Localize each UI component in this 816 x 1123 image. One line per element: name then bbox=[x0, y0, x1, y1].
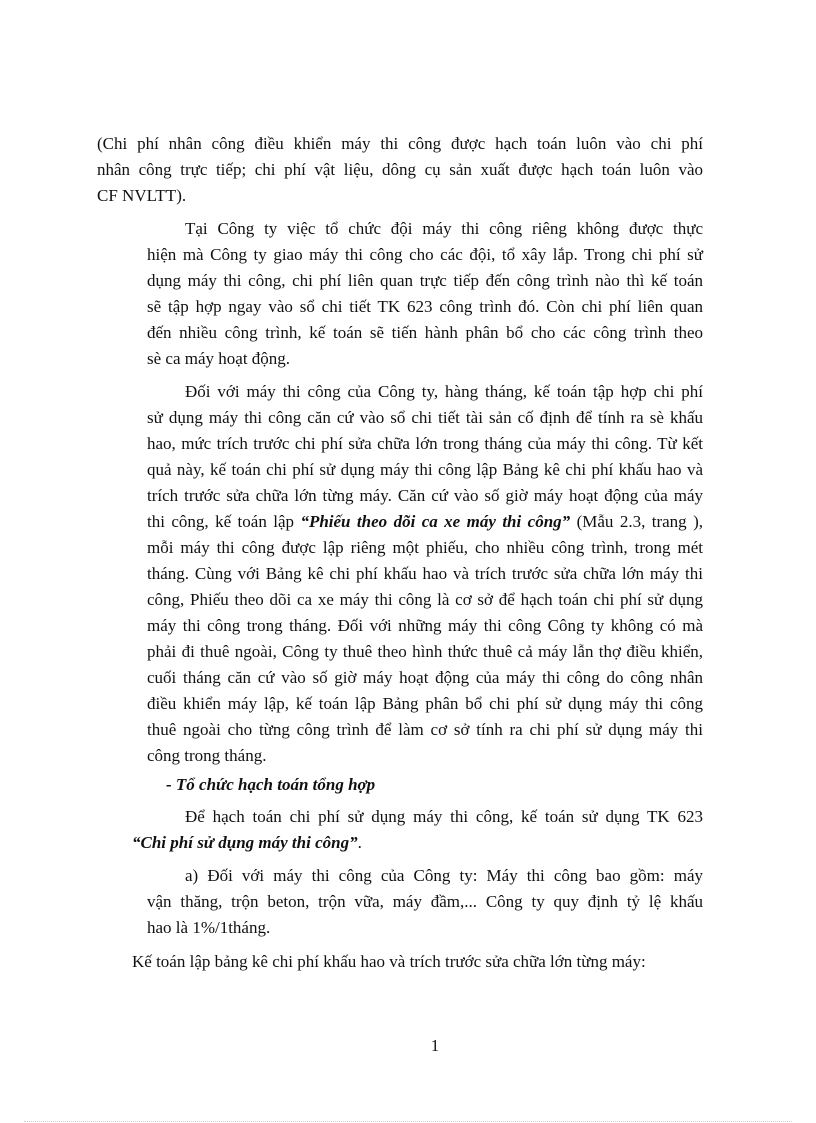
paragraph-3-line-8: tháng. Cùng với Bảng kê chi phí khấu hao và trích trước sửa chữa lớn máy thi bbox=[147, 564, 703, 583]
paragraph-3-line-13: điều khiển máy lập, kế toán lập Bảng phân bổ chi phí sử dụng máy thi công bbox=[147, 694, 703, 713]
section-heading: - Tổ chức hạch toán tổng hợp bbox=[166, 775, 376, 794]
paragraph-1-line-1: (Chi phí nhân công điều khiển máy thi công được hạch toán luôn vào chi phí bbox=[97, 134, 703, 153]
paragraph-4-line-1: Để hạch toán chi phí sử dụng máy thi công, kế toán sử dụng TK 623 bbox=[185, 807, 703, 826]
paragraph-3-line-15: công trong tháng. bbox=[147, 746, 267, 765]
paragraph-3-line-12: cuối tháng căn cứ vào số giờ máy hoạt động của máy thi công do công nhân bbox=[147, 668, 703, 687]
paragraph-1-line-2: nhân công trực tiếp; chi phí vật liệu, dông cụ sản xuất được hạch toán luôn vào bbox=[97, 160, 703, 179]
paragraph-4-line-2 bbox=[132, 832, 362, 854]
paragraph-2-line-2: hiện mà Công ty giao máy thi công cho các đội, tổ xây lắp. Trong chi phí sử bbox=[147, 245, 703, 264]
paragraph-3-line-11: phải đi thuê ngoài, Công ty thuê theo hình thức thuê cả máy lẫn thợ điều khiển, bbox=[147, 642, 703, 661]
paragraph-3-line-7: mỗi máy thi công được lập riêng một phiếu, cho nhiều công trình, trong mét bbox=[147, 538, 703, 557]
paragraph-3-line-6-post: (Mẫu 2.3, trang ), bbox=[570, 512, 703, 531]
paragraph-5-line-2: vận thăng, trộn beton, trộn vữa, máy đầm,... Công ty quy định tỷ lệ khấu bbox=[147, 892, 703, 911]
paragraph-6-line-1: Kế toán lập bảng kê chi phí khấu hao và trích trước sửa chữa lớn từng máy: bbox=[132, 952, 646, 971]
paragraph-3-line-2: sử dụng máy thi công căn cứ vào sổ chi tiết tài sản cố định để tính ra sè khấu bbox=[147, 408, 703, 427]
paragraph-2-line-3: dụng máy thi công, chi phí liên quan trực tiếp đến công trình nào thì kế toán bbox=[147, 271, 703, 290]
paragraph-2-line-4: sẽ tập hợp ngay vào sổ chi tiết TK 623 công trình đó. Còn chi phí liên quan bbox=[147, 297, 703, 316]
paragraph-3-line-14: thuê ngoài cho từng công trình để làm cơ sở tính ra chi phí sử dụng máy thi bbox=[147, 720, 703, 739]
page-number: 1 bbox=[430, 1036, 440, 1055]
paragraph-3-line-6 bbox=[147, 511, 703, 533]
paragraph-3-line-1: Đối với máy thi công của Công ty, hàng tháng, kế toán tập hợp chi phí bbox=[185, 382, 703, 401]
page-bottom-divider bbox=[24, 1121, 792, 1122]
paragraph-4-line-2-post: . bbox=[357, 833, 362, 852]
paragraph-5-line-3: hao là 1%/1tháng. bbox=[147, 918, 271, 937]
paragraph-3-line-3: hao, mức trích trước chi phí sửa chữa lớn trong tháng của máy thi công. Từ kết bbox=[147, 434, 703, 453]
paragraph-3-line-5: trích trước sửa chữa lớn từng máy. Căn cứ vào số giờ máy hoạt động của máy bbox=[147, 486, 703, 505]
paragraph-3-line-4: quả này, kế toán chi phí sử dụng máy thi công lập Bảng kê chi phí khấu hao và bbox=[147, 460, 703, 479]
account-name: “Chi phí sử dụng máy thi công” bbox=[132, 833, 358, 852]
paragraph-2-line-1: Tại Công ty việc tổ chức đội máy thi công riêng không được thực bbox=[185, 219, 703, 238]
paragraph-2-line-6: sè ca máy hoạt động. bbox=[147, 349, 291, 368]
paragraph-1-line-3: CF NVLTT). bbox=[97, 186, 187, 205]
form-title-reference: “Phiếu theo dõi ca xe máy thi công” bbox=[300, 512, 571, 531]
paragraph-3-line-10: máy thi công trong tháng. Đối với những máy thi công Công ty không có mà bbox=[147, 616, 703, 635]
paragraph-5-line-1: a) Đối với máy thi công của Công ty: Máy thi công bao gồm: máy bbox=[185, 866, 703, 885]
paragraph-3-line-6-pre: thi công, kế toán lập bbox=[147, 512, 301, 531]
paragraph-2-line-5: đến nhiều công trình, kế toán sẽ tiến hành phân bổ cho các công trình theo bbox=[147, 323, 703, 342]
paragraph-3-line-9: công, Phiếu theo dõi ca xe máy thi công là cơ sở để hạch toán chi phí sử dụng bbox=[147, 590, 703, 609]
